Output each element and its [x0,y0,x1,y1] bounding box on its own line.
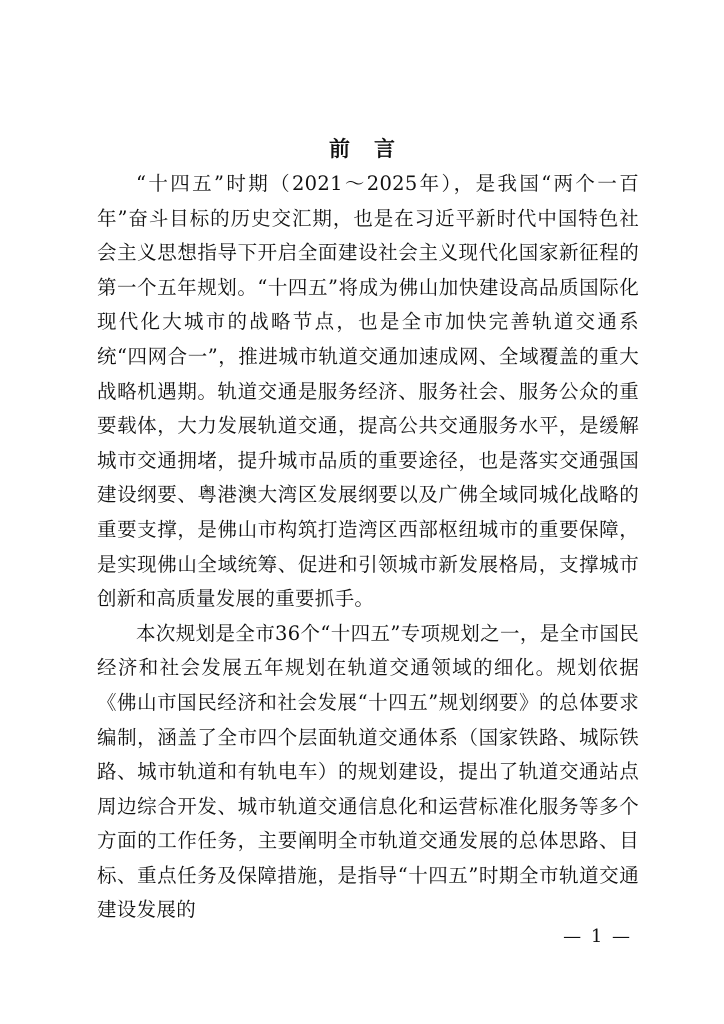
page-title: 前言 [329,136,419,161]
paragraph-1: “十四五”时期（2021～2025年），是我国“两个一百年”奋斗目标的历史交汇期，也是在习近平新时代中国特色社会主义思想指导下开启全面建设社会主义现代化国家新征程的第一个五年规划。“十四五”将成为佛山加快建设高品质国际化现代化大城市的战略节点，也是全市加快完善轨道交通系统“四网合一”，推进城市轨道交通加速成网、全域覆盖的重大战略机遇期。轨道交通是服务经济、服务社会、服务公众的重要载体，大力发展轨道交通，提高公共交通服务水平，是缓解城市交通拥堵，提升城市品质的重要途径，也是落实交通强国建设纲要、粤港澳大湾区发展纲要以及广佛全域同城化战略的重要支撑，是佛山市构筑打造湾区西部枢纽城市的重要保障，是实现佛山全域统筹、促进和引领城市新发展格局，支撑城市创新和高质量发展的重要抓手。 [97,172,639,611]
page-number: — 1 — [563,926,632,947]
document-body [97,167,639,928]
paragraph-2: 本次规划是全市36个“十四五”专项规划之一，是全市国民经济和社会发展五年规划在轨道交通领域的细化。规划依据《佛山市国民经济和社会发展“十四五”规划纲要》的总体要求编制，涵盖了全市四个层面轨道交通体系（国家铁路、城际铁路、城市轨道和有轨电车）的规划建设，提出了轨道交通站点周边综合开发、城市轨道交通信息化和运营标准化服务等多个方面的工作任务，主要阐明全市轨道交通发展的总体思路、目标、重点任务及保障措施，是指导“十四五”时期全市轨道交通建设发展的 [97,621,639,922]
